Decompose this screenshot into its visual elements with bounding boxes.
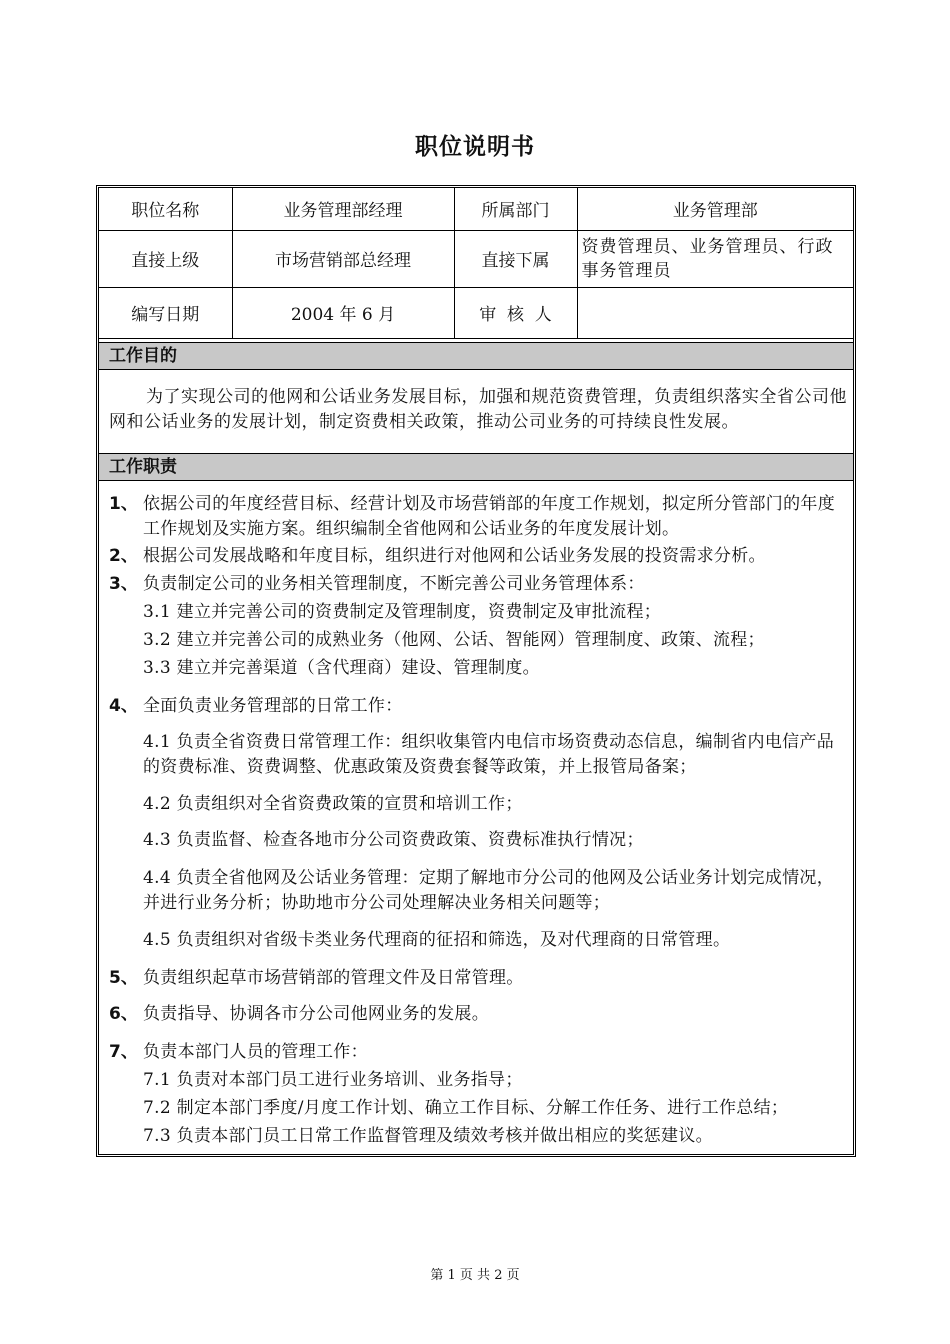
duty-text: 依据公司的年度经营目标、经营计划及市场营销部的年度工作规划，拟定所分管部门的年度工作规划及实施方案。组织编制全省他网和公话业务的年度发展计划。 [143,494,835,539]
sub-duty-text: 7.1 负责对本部门员工进行业务培训、业务指导； [143,1070,523,1090]
info-table [99,188,853,339]
sub-duty-text: 7.2 制定本部门季度/月度工作计划、确立工作目标、分解工作任务、进行工作总结； [143,1098,789,1118]
supervisor-value: 市场营销部总经理 [232,230,454,287]
duty-number: 7、 [109,1042,138,1062]
date-label: 编写日期 [99,287,232,338]
sub-duty-text: 3.2 建立并完善公司的成熟业务（他网、公话、智能网）管理制度、政策、流程； [143,630,765,650]
sub-duty-text: 3.1 建立并完善公司的资费制定及管理制度，资费制定及审批流程； [143,602,662,622]
sub-duty-text: 7.3 负责本部门员工日常工作监督管理及绩效考核并做出相应的奖惩建议。 [143,1126,713,1146]
duty-number: 5、 [109,968,138,988]
purpose-heading: 工作目的 [99,342,853,370]
subordinates-value: 资费管理员、业务管理员、行政事务管理员 [577,230,853,287]
duty-text: 全面负责业务管理部的日常工作： [143,696,403,716]
duty-number: 6、 [109,1004,138,1024]
subordinates-label: 直接下属 [454,230,577,287]
duties-heading: 工作职责 [99,453,853,481]
duty-text: 负责制定公司的业务相关管理制度，不断完善公司业务管理体系： [143,574,645,594]
page-footer: 第 1 页 共 2 页 [430,1268,520,1283]
job-description-frame [96,185,856,1157]
duty-text: 负责组织起草市场营销部的管理文件及日常管理。 [143,968,524,988]
purpose-text: 为了实现公司的他网和公话业务发展目标，加强和规范资费管理，负责组织落实全省公司他网和公话业务的发展计划，制定资费相关政策，推动公司业务的可持续良性发展。 [109,387,847,432]
date-value: 2004 年 6 月 [232,287,454,338]
table-row [99,188,853,230]
page-title: 职位说明书 [415,134,535,160]
duty-text: 根据公司发展战略和年度目标，组织进行对他网和公话业务发展的投资需求分析。 [143,546,766,566]
reviewer-value [577,287,853,338]
reviewer-label: 审 核 人 [454,287,577,338]
duty-number: 3、 [109,574,138,594]
table-row [99,230,853,287]
department-value: 业务管理部 [577,188,853,230]
sub-duty-text: 3.3 建立并完善渠道（含代理商）建设、管理制度。 [143,658,540,678]
sub-duty-text: 4.3 负责监督、检查各地市分公司资费政策、资费标准执行情况； [143,830,644,850]
table-row [99,287,853,338]
duty-number: 4、 [109,696,138,716]
department-label: 所属部门 [454,188,577,230]
sub-duty-text: 4.4 负责全省他网及公话业务管理：定期了解地市分公司的他网及公话业务计划完成情况，并进行业务分析；协助地市分公司处理解决业务相关问题等； [143,868,835,913]
sub-duty-text: 4.1 负责全省资费日常管理工作：组织收集管内电信市场资费动态信息，编制省内电信产品的资费标准、资费调整、优惠政策及资费套餐等政策，并上报管局备案； [143,732,835,777]
duty-number: 1、 [109,494,138,514]
duty-text: 负责指导、协调各市分公司他网业务的发展。 [143,1004,489,1024]
duty-text: 负责本部门人员的管理工作： [143,1042,368,1062]
sub-duty-text: 4.5 负责组织对省级卡类业务代理商的征招和筛选，及对代理商的日常管理。 [143,930,731,950]
duty-number: 2、 [109,546,138,566]
sub-duty-text: 4.2 负责组织对全省资费政策的宣贯和培训工作； [143,794,523,814]
supervisor-label: 直接上级 [99,230,232,287]
position-name-label: 职位名称 [99,188,232,230]
position-name-value: 业务管理部经理 [232,188,454,230]
